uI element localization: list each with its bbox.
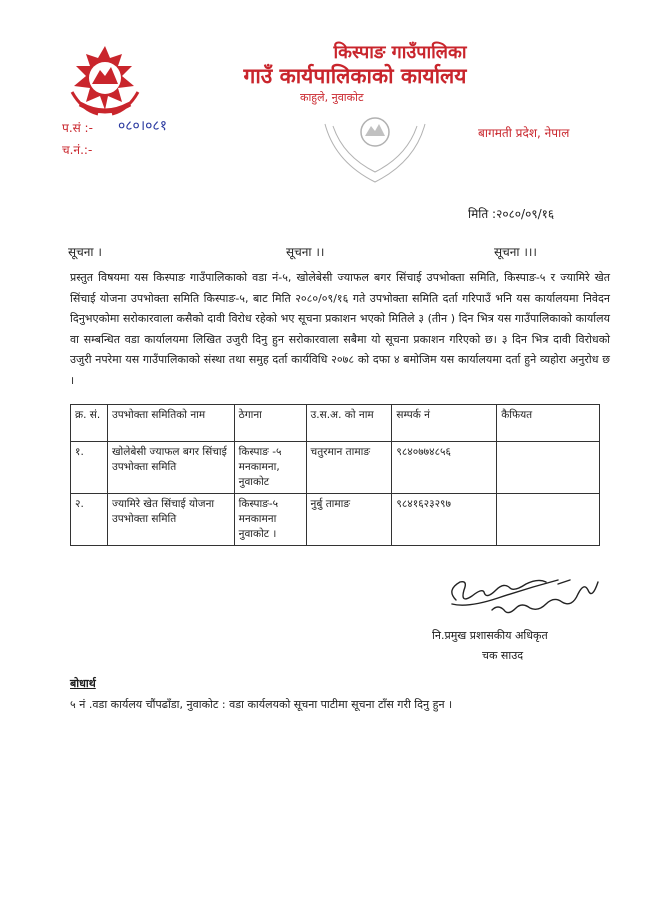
cell-remarks [497,442,600,494]
cell-serial: १. [71,442,108,494]
nepal-emblem-icon [60,40,150,122]
table-header-row [71,405,600,442]
notice-body: प्रस्तुत विषयमा यस किस्पाङ गाउँपालिकाको वडा नं-५, खोलेबेसी ज्याफल बगर सिंचाई उपभोक्ता समिति, किस्पाङ-५ र ज्यामिरे खेत सिंचाई योजना उपभोक्ता समिति किस्पाङ-५, बाट मिति २०८०/०९/१६ गते उपभोक्ता समिति दर्ता गरिपाउँ भनि यस कार्यालयमा निवेदन दिनुभएकोमा सरोकारवाला कसैको दावी विरोध रहेको भए सूचना प्रकाशन भएको मितिले ३ (तीन ) दिन भित्र यस गाउँपालिकाको कार्यालय वा सम्बन्धित वडा कार्यालयमा लिखित उजुरी दिनु हुन सरोकारवाला सबैमा यो सूचना प्रकाशन गरिएको छ। ३ दिन भित्र दावी विरोधको उजुरी नपरेमा यस गाउँपालिकाको संस्था तथा समुह दर्ता कार्यविधि २०७८ को दफा ४ बमोजिम यस कार्यालयमा दर्ता हुने व्यहोरा अनुरोध छ । [70,271,610,387]
info-heading: बोधार्थ [70,677,96,690]
cell-contact: ९८४१६२३२९७ [392,494,497,546]
cell-chair: चतुरमान तामाङ [306,442,392,494]
signature-icon [438,560,608,630]
reference-value: ०८०।०८१ [118,118,167,134]
office-name: गाउँ कार्यपालिकाको कार्यालय [243,64,467,88]
table-row [71,442,600,494]
dispatch-number-label: च.नं.:- [62,143,93,157]
reference-label: प.सं :- [62,121,93,135]
col-header-chair: उ.स.अ. को नाम [306,405,392,442]
cell-address: किस्पाङ -५ मनकामना, नुवाकोट [234,442,306,494]
municipality-name: किस्पाङ गाउँपालिका [333,42,467,63]
col-header-committee: उपभोक्ता समितिको नाम [107,405,234,442]
col-header-address: ठेगाना [234,405,306,442]
col-header-remarks: कैफियत [497,405,600,442]
info-line: ५ नं .वडा कार्यलय चौंपढाँडा, नुवाकोट : वडा कार्यलयको सूचना पाटीमा सूचना टाँस गरी दिनु हुन । [70,698,453,711]
cell-committee: खोलेबेसी ज्याफल बगर सिंचाई उपभोक्ता समिति [107,442,234,494]
province-label: बागमती प्रदेश, नेपाल [478,126,570,140]
office-address: काहुले, नुवाकोट [300,91,364,104]
cell-contact: ९८४०७७४८५६ [392,442,497,494]
date: मिति :२०८०/०९/१६ [468,207,555,221]
cell-chair: नुर्बु तामाङ [306,494,392,546]
col-header-serial: क्र. सं. [71,405,108,442]
notice-heading-1: सूचना । [68,245,102,259]
table-row [71,494,600,546]
cell-serial: २. [71,494,108,546]
committee-table [70,404,600,546]
cell-committee: ज्यामिरे खेत सिंचाई योजना उपभोक्ता समिति [107,494,234,546]
office-stamp-icon [315,102,435,197]
signatory-name: चक साउद [482,649,524,662]
col-header-contact: सम्पर्क नं [392,405,497,442]
notice-heading-2: सूचना ।। [286,245,325,259]
cell-address: किस्पाङ-५ मनकामना नुवाकोट । [234,494,306,546]
cell-remarks [497,494,600,546]
signatory-title: नि.प्रमुख प्रशासकीय अधिकृत [432,629,548,642]
notice-heading-3: सूचना ।।। [494,245,537,259]
